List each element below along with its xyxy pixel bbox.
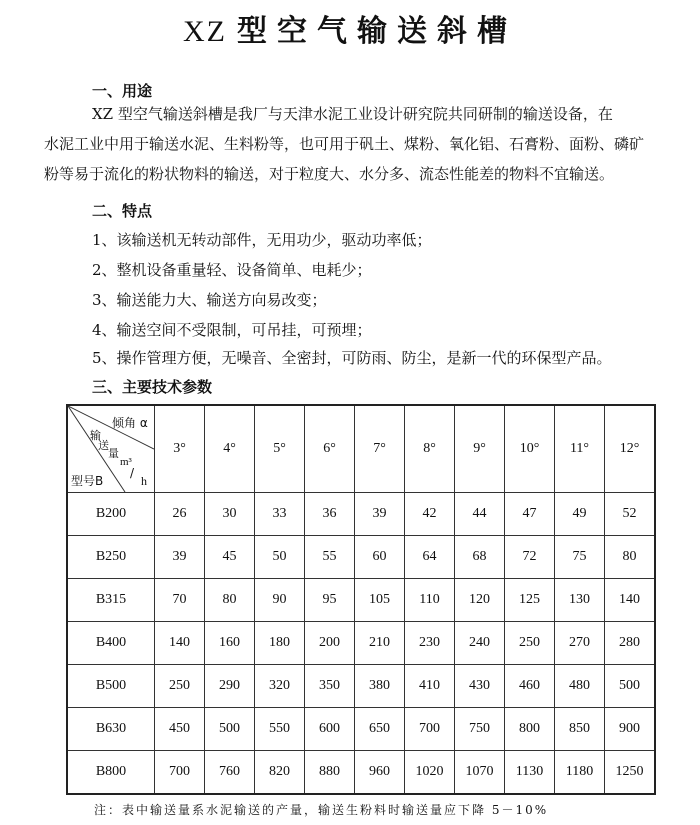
model-label: 型号B — [71, 474, 104, 488]
usage-paragraph — [44, 99, 664, 189]
corner-header-cell — [67, 405, 155, 493]
table-row — [67, 622, 655, 665]
capacity-cell: 380 — [355, 665, 405, 708]
capacity-cell: 72 — [505, 536, 555, 579]
capacity-cell: 700 — [405, 708, 455, 751]
capacity-cell: 350 — [305, 665, 355, 708]
capacity-cell: 600 — [305, 708, 355, 751]
capacity-cell: 320 — [255, 665, 305, 708]
capacity-cell: 800 — [505, 708, 555, 751]
capacity-cell: 80 — [205, 579, 255, 622]
capacity-cell: 900 — [605, 708, 656, 751]
capacity-cell: 70 — [155, 579, 205, 622]
capacity-cell: 110 — [405, 579, 455, 622]
capacity-cell: 95 — [305, 579, 355, 622]
unit-slash: / — [130, 466, 135, 480]
angle-header: 5° — [255, 405, 305, 493]
capacity-cell: 850 — [555, 708, 605, 751]
capacity-cell: 45 — [205, 536, 255, 579]
capacity-cell: 26 — [155, 493, 205, 536]
angle-header: 4° — [205, 405, 255, 493]
table-row — [67, 665, 655, 708]
angle-header: 6° — [305, 405, 355, 493]
capacity-cell: 80 — [605, 536, 656, 579]
capacity-cell: 880 — [305, 751, 355, 795]
capacity-cell: 125 — [505, 579, 555, 622]
angle-header: 8° — [405, 405, 455, 493]
capacity-cell: 75 — [555, 536, 605, 579]
capacity-cell: 49 — [555, 493, 605, 536]
capacity-cell: 130 — [555, 579, 605, 622]
capacity-cell: 64 — [405, 536, 455, 579]
capacity-cell: 230 — [405, 622, 455, 665]
model-cell: B800 — [67, 751, 155, 795]
capacity-cell: 50 — [255, 536, 305, 579]
capacity-cell: 960 — [355, 751, 405, 795]
title-model: XZ — [183, 15, 227, 48]
capacity-cell: 750 — [455, 708, 505, 751]
capacity-cell: 250 — [505, 622, 555, 665]
table-row — [67, 493, 655, 536]
capacity-cell: 450 — [155, 708, 205, 751]
capacity-cell: 550 — [255, 708, 305, 751]
capacity-cell: 140 — [155, 622, 205, 665]
capacity-cell: 290 — [205, 665, 255, 708]
capacity-cell: 140 — [605, 579, 656, 622]
qty-label-2: 送 — [98, 439, 109, 452]
feature-item: 4、输送空间不受限制，可吊挂，可预埋； — [92, 321, 372, 339]
capacity-cell: 820 — [255, 751, 305, 795]
qty-label-1: 输 — [90, 429, 101, 442]
section-heading-features: 二、特点 — [92, 202, 153, 220]
capacity-cell: 210 — [355, 622, 405, 665]
angle-header: 3° — [155, 405, 205, 493]
angle-header: 9° — [455, 405, 505, 493]
capacity-cell: 250 — [155, 665, 205, 708]
feature-item: 2、整机设备重量轻、设备简单、电耗少； — [92, 261, 372, 279]
angle-header: 10° — [505, 405, 555, 493]
table-note: 注：表中输送量系水泥输送的产量，输送生粉料时输送量应下降 5－10% — [94, 803, 549, 817]
model-cell: B630 — [67, 708, 155, 751]
title-text: 型空气输送斜槽 — [237, 14, 517, 49]
capacity-cell: 105 — [355, 579, 405, 622]
section-heading-specs: 三、主要技术参数 — [92, 378, 213, 396]
feature-item: 3、输送能力大、输送方向易改变； — [92, 291, 327, 309]
model-cell: B500 — [67, 665, 155, 708]
angle-header: 11° — [555, 405, 605, 493]
section-heading-usage: 一、用途 — [92, 82, 153, 100]
capacity-cell: 240 — [455, 622, 505, 665]
usage-line-1: XZ 型空气输送斜槽是我厂与天津水泥工业设计研究院共同研制的输送设备，在 — [92, 105, 613, 123]
capacity-cell: 280 — [605, 622, 656, 665]
model-cell: B315 — [67, 579, 155, 622]
capacity-cell: 47 — [505, 493, 555, 536]
table-row — [67, 708, 655, 751]
capacity-cell: 55 — [305, 536, 355, 579]
capacity-cell: 60 — [355, 536, 405, 579]
capacity-cell: 1070 — [455, 751, 505, 795]
capacity-cell: 90 — [255, 579, 305, 622]
capacity-cell: 500 — [205, 708, 255, 751]
spec-table — [66, 404, 656, 795]
angle-header: 12° — [605, 405, 656, 493]
capacity-cell: 160 — [205, 622, 255, 665]
capacity-cell: 1250 — [605, 751, 656, 795]
table-row — [67, 536, 655, 579]
capacity-cell: 480 — [555, 665, 605, 708]
capacity-cell: 1180 — [555, 751, 605, 795]
model-cell: B400 — [67, 622, 155, 665]
feature-item: 5、操作管理方便，无噪音、全密封，可防雨、防尘，是新一代的环保型产品。 — [92, 349, 612, 367]
capacity-cell: 200 — [305, 622, 355, 665]
feature-item: 1、该输送机无转动部件，无用功少，驱动功率低； — [92, 231, 432, 249]
capacity-cell: 500 — [605, 665, 656, 708]
capacity-cell: 44 — [455, 493, 505, 536]
model-cell: B250 — [67, 536, 155, 579]
capacity-cell: 410 — [405, 665, 455, 708]
unit-numerator: m³ — [120, 456, 132, 468]
capacity-cell: 120 — [455, 579, 505, 622]
capacity-cell: 1020 — [405, 751, 455, 795]
qty-label-3: 量 — [108, 447, 119, 460]
capacity-cell: 39 — [355, 493, 405, 536]
angle-label: 倾角 α — [112, 416, 148, 430]
capacity-cell: 42 — [405, 493, 455, 536]
capacity-cell: 52 — [605, 493, 656, 536]
capacity-cell: 650 — [355, 708, 405, 751]
capacity-cell: 39 — [155, 536, 205, 579]
table-row — [67, 751, 655, 795]
table-row — [67, 579, 655, 622]
angle-header: 7° — [355, 405, 405, 493]
unit-denominator: h — [141, 474, 147, 488]
capacity-cell: 68 — [455, 536, 505, 579]
usage-line-2: 水泥工业中用于输送水泥、生料粉等，也可用于矾土、煤粉、氧化铝、石膏粉、面粉、磷矿 — [44, 135, 645, 153]
capacity-cell: 1130 — [505, 751, 555, 795]
capacity-cell: 36 — [305, 493, 355, 536]
capacity-cell: 700 — [155, 751, 205, 795]
capacity-cell: 30 — [205, 493, 255, 536]
capacity-cell: 430 — [455, 665, 505, 708]
capacity-cell: 270 — [555, 622, 605, 665]
capacity-cell: 33 — [255, 493, 305, 536]
capacity-cell: 760 — [205, 751, 255, 795]
model-cell: B200 — [67, 493, 155, 536]
page-title — [0, 6, 700, 50]
usage-line-3: 粉等易于流化的粉状物料的输送，对于粒度大、水分多、流态性能差的物料不宜输送。 — [44, 165, 615, 183]
capacity-cell: 180 — [255, 622, 305, 665]
table-header-row — [67, 405, 655, 493]
capacity-cell: 460 — [505, 665, 555, 708]
